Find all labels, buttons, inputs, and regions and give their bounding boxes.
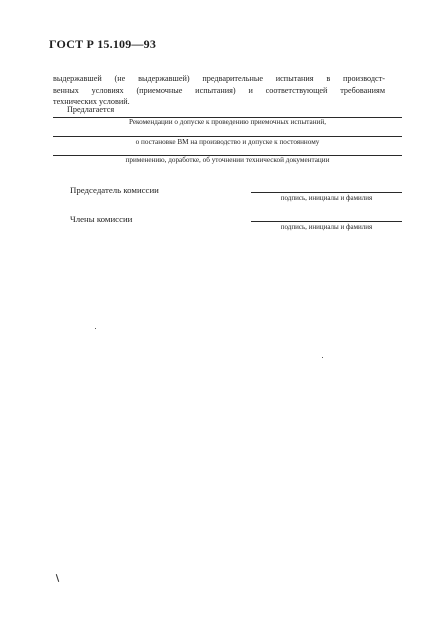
scan-speck: [322, 357, 323, 358]
paragraph-line-2: венных условиях (приемочные испытания) и соответствующей требованиям: [53, 85, 385, 95]
members-label: Члены комиссии: [70, 214, 133, 224]
members-signature-caption: подпись, инициалы и фамилия: [280, 223, 373, 231]
recommendation-caption-2: о постановке ВМ на производство и допуске к постоянному: [135, 138, 320, 146]
paragraph-line-1: выдержавшей (не выдержавшей) предварительные испытания в производст-: [53, 74, 385, 83]
chairman-signature-caption: подпись, инициалы и фамилия: [280, 194, 373, 202]
chairman-label: Председатель комиссии: [70, 185, 159, 195]
chairman-signature-line: [251, 192, 402, 193]
paragraph-line-3: технических условий.: [53, 97, 130, 106]
members-signature-line: [251, 221, 402, 222]
proposes-label: Предлагается: [67, 105, 115, 114]
recommendation-caption-1: Рекомендации о допуске к проведению приемочных испытаний,: [128, 118, 327, 126]
body-paragraph: [53, 73, 385, 108]
scan-speck: [95, 328, 96, 329]
recommendation-caption-3: применению, доработке, об уточнении технической документации: [125, 156, 330, 164]
scan-mark: [56, 574, 59, 582]
blank-line-2: [53, 136, 402, 137]
document-header: ГОСТ Р 15.109—93: [49, 37, 157, 51]
